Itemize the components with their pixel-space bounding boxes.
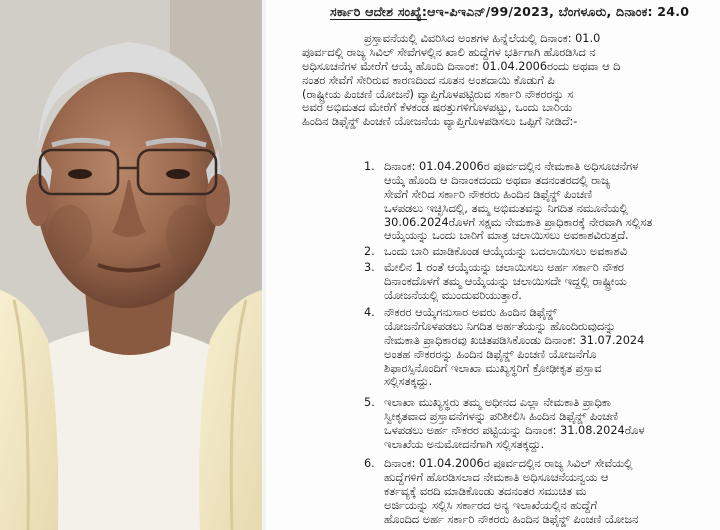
item-number: 1. xyxy=(364,160,375,173)
order-item-2 xyxy=(384,245,627,259)
item-line: ದಿನಾಂಕ: 01.04.2006ರ ಪೂರ್ವದಲ್ಲಿನ ನೇಮಕಾತಿ ಅಧಿಸೂಚನೆಗಳ xyxy=(384,160,639,173)
intro-paragraph-body xyxy=(302,46,620,129)
order-item-3 xyxy=(384,261,627,303)
order-item-4 xyxy=(384,306,644,389)
intro-line: (ರಾಷ್ಟ್ರೀಯ ಪಿಂಚಣಿ ಯೋಜನೆ) ವ್ಯಾಪ್ತಿಗೊಳಪಟ್ಟಿರುವ ಸರ್ಕಾರಿ ನೌಕರರನ್ನು ಸ xyxy=(302,87,574,101)
item-line: ಸೇವೆಗೆ ಸೇರಿದ ಸರ್ಕಾರಿ ನೌಕರರು ಹಿಂದಿನ ಡಿಫೈನ್ಡ್ ಪಿಂಚಣಿ xyxy=(384,187,592,201)
intro-line: ಅವರ ಅಭಿಮತದ ಮೇರೆಗೆ ಕೆಳಕಂಡ ಷರತ್ತುಗಳಿಗೊಳಪಟ್ಟು, ಒಂದು ಬಾರಿಯ xyxy=(302,101,572,115)
item-line: ಯೋಜನೆಗೊಳಪಡಲು ನಿಗದಿತ ಅರ್ಹತೆಯನ್ನು ಹೊಂದಿರುವುದನ್ನು xyxy=(384,319,616,333)
item-line: ಅಂತಹ ನೌಕರರನ್ನು ಹಿಂದಿನ ಡಿಫೈನ್ಡ್ ಪಿಂಚಣಿ ಯೋಜನೆಗೊ xyxy=(384,347,597,361)
item-number: 6. xyxy=(364,457,375,470)
item-number: 5. xyxy=(364,396,375,409)
order-reference: ಆಇ-ಪಿಇಎನ್/99/2023, ಬೆಂಗಳೂರು, ದಿನಾಂಕ: 24.0 xyxy=(427,4,690,19)
item-number: 3. xyxy=(364,261,375,274)
item-line: ಮೇಲಿನ 1 ರಂತೆ ಆಯ್ಕೆಯನ್ನು ಚಲಾಯಿಸಲು ಅರ್ಹ ಸರ್ಕಾರಿ ನೌಕರ xyxy=(384,261,624,274)
order-title-prefix: ಸರ್ಕಾರಿ ಆದೇಶ ಸಂಖ್ಯೆ: xyxy=(330,4,428,19)
item-line: ಒಂದು ಬಾರಿ ಮಾಡಿಕೊಂಡ ಆಯ್ಕೆಯನ್ನು ಬದಲಾಯಿಸಲು ಅವಕಾಶವಿ xyxy=(384,245,628,258)
order-title xyxy=(330,4,689,20)
intro-line: ಪ್ರಸ್ತಾವನೆಯಲ್ಲಿ ವಿವರಿಸಿದ ಅಂಶಗಳ ಹಿನ್ನೆಲೆಯಲ್ಲಿ ದಿನಾಂಕ: 01.0 xyxy=(364,32,601,45)
item-line: ಇಲಾಖಾ ಮುಖ್ಯಸ್ಥರು ತಮ್ಮ ಅಧೀನದ ಎಲ್ಲಾ ನೇಮಕಾತಿ ಪ್ರಾಧಿಕಾ xyxy=(384,396,611,409)
item-line: ಶಿಫಾರಸ್ಸಿನೊಂದಿಗೆ ಇಲಾಖಾ ಮುಖ್ಯಸ್ಥರಿಗೆ ಕ್ರೋಢೀಕೃತ ಪ್ರಸ್ತಾವ xyxy=(384,361,602,375)
intro-line: ಹಿಂದಿನ ಡಿಫೈನ್ಡ್ ಪಿಂಚಣಿ ಯೋಜನೆಯ ವ್ಯಾಪ್ತಿಗೊಳಪಡಿಸಲು ಒಪ್ಪಿಗೆ ನೀಡಿದೆ:- xyxy=(302,115,578,129)
item-line: ದಿನಾಂಕದೊಳಗೆ ತಮ್ಮ ಆಯ್ಕೆಯನ್ನು ಚಲಾಯಿಸದೇ ಇದ್ದಲ್ಲಿ ರಾಷ್ಟ್ರೀಯ xyxy=(384,274,627,288)
order-item-5 xyxy=(384,396,645,452)
item-line: ಒಳಪಡಲು ಇಚ್ಛಿಸಿದಲ್ಲಿ, ತಮ್ಮ ಅಭಿಮತವನ್ನು ನಿಗದಿತ ನಮೂನೆಯಲ್ಲಿ xyxy=(384,201,628,215)
item-line: ಇಲಾಖೆಯ ಅನುಮೋದನೆಗಾಗಿ ಸಲ್ಲಿಸತಕ್ಕದ್ದು. xyxy=(384,437,545,451)
intro-line: ಅಧಿಸೂಚನೆಗಳ ಮೇರೆಗೆ ಆಯ್ಕೆ ಹೊಂದಿ ದಿನಾಂಕ: 01.04.2006ರಂದು ಅಥವಾ ಆ ದಿ xyxy=(302,59,621,73)
intro-line: ಪೂರ್ವದಲ್ಲಿ ರಾಜ್ಯ ಸಿವಿಲ್ ಸೇವೆಗಳಲ್ಲಿನ ಖಾಲಿ ಹುದ್ದೆಗಳ ಭರ್ತಿಗಾಗಿ ಹೊರಡಿಸಿದ ನ xyxy=(302,45,596,59)
intro-paragraph xyxy=(364,32,600,46)
item-line: ದಿನಾಂಕ: 01.04.2006ರ ಪೂರ್ವದಲ್ಲಿನ ರಾಜ್ಯ ಸಿವಿಲ್ ಸೇವೆಯಲ್ಲಿ xyxy=(384,457,633,470)
item-line: 30.06.2024ರೊಳಗೆ ಸಕ್ಷಮ ನೇಮಕಾತಿ ಪ್ರಾಧಿಕಾರಕ್ಕೆ ನೇರವಾಗಿ ಸಲ್ಲಿಸತ xyxy=(384,215,653,229)
item-line: ಸಲ್ಲಿಸತಕ್ಕದ್ದು. xyxy=(384,375,433,389)
item-line: ಹೊಂದಿದ ಅರ್ಹ ಸರ್ಕಾರಿ ನೌಕರರು ಹಿಂದಿನ ಡಿಫೈನ್ಡ್ ಪಿಂಚಣಿ ಯೋಜನ xyxy=(384,512,639,526)
item-line: ಕರ್ತವ್ಯಕ್ಕೆ ವರದಿ ಮಾಡಿಕೊಂಡು ತದನಂತರ ಸಮುಚಿತ ಮ xyxy=(384,484,587,498)
intro-line: ನಂತರ ಸೇವೆಗೆ ಸೇರಿರುವ ಕಾರಣದಿಂದ ನೂತನ ಅಂಶದಾಯಿ ಕೊಡುಗೆ ಪಿ xyxy=(302,73,555,87)
image-divider xyxy=(262,0,266,530)
order-item-6 xyxy=(384,457,638,526)
item-line: ಹುದ್ದೆಗಳಿಗೆ ಹೊರಡಿಸಲಾದ ನೇಮಕಾತಿ ಅಧಿಸೂಚನೆಯನ್ವಯ ಆ xyxy=(384,470,609,484)
person-portrait-icon xyxy=(0,0,262,530)
item-line: ಆಯ್ಕೆ ಹೊಂದಿ ಆ ದಿನಾಂಕದಂದು ಅಥವಾ ತದನಂತರದಲ್ಲಿ ರಾಜ್ಯ xyxy=(384,173,611,187)
government-order-document xyxy=(268,0,720,530)
item-number: 4. xyxy=(364,306,375,319)
item-line: ಆಯ್ಕೆಯನ್ನು ಒಂದು ಬಾರಿಗೆ ಮಾತ್ರ ಚಲಾಯಿಸಲು ಅವಕಾಶವಿರುತ್ತದೆ. xyxy=(384,229,629,243)
item-line: ನೇಮಕಾತಿ ಪ್ರಾಧಿಕಾರವು ಖಚಿತಪಡಿಸಿಕೊಂಡು ದಿನಾಂಕ: 31.07.2024 xyxy=(384,333,645,347)
portrait-photo xyxy=(0,0,262,530)
item-number: 2. xyxy=(364,245,375,258)
item-line: ಒಳಪಡಲು ಅರ್ಹ ನೌಕರರ ಪಟ್ಟಿಯನ್ನು ದಿನಾಂಕ: 31.08.2024ರೊಳ xyxy=(384,423,645,437)
item-line: ಯೋಜನೆಯಲ್ಲಿ ಮುಂದುವರಿಯುತ್ತಾರೆ. xyxy=(384,288,522,302)
item-line: ಸ್ವೀಕೃತವಾದ ಪ್ರಸ್ತಾವನೆಗಳನ್ನು ಪರಿಶೀಲಿಸಿ ಹಿಂದಿನ ಡಿಫೈನ್ಡ್ ಪಿಂಚಣಿ xyxy=(384,409,618,423)
item-line: ನೌಕರರ ಆಯ್ಕೆಗನುಸಾರ ಅವರು ಹಿಂದಿನ ಡಿಫೈನ್ಡ್ xyxy=(384,306,557,319)
item-line: ಅರ್ಜಿಯನ್ನು ಸಲ್ಲಿಸಿ ಸರ್ಕಾರದ ಅನ್ಯ ಇಲಾಖೆಯಲ್ಲಿನ ಹುದ್ದೆಗೆ xyxy=(384,498,598,512)
order-item-1 xyxy=(384,160,652,243)
